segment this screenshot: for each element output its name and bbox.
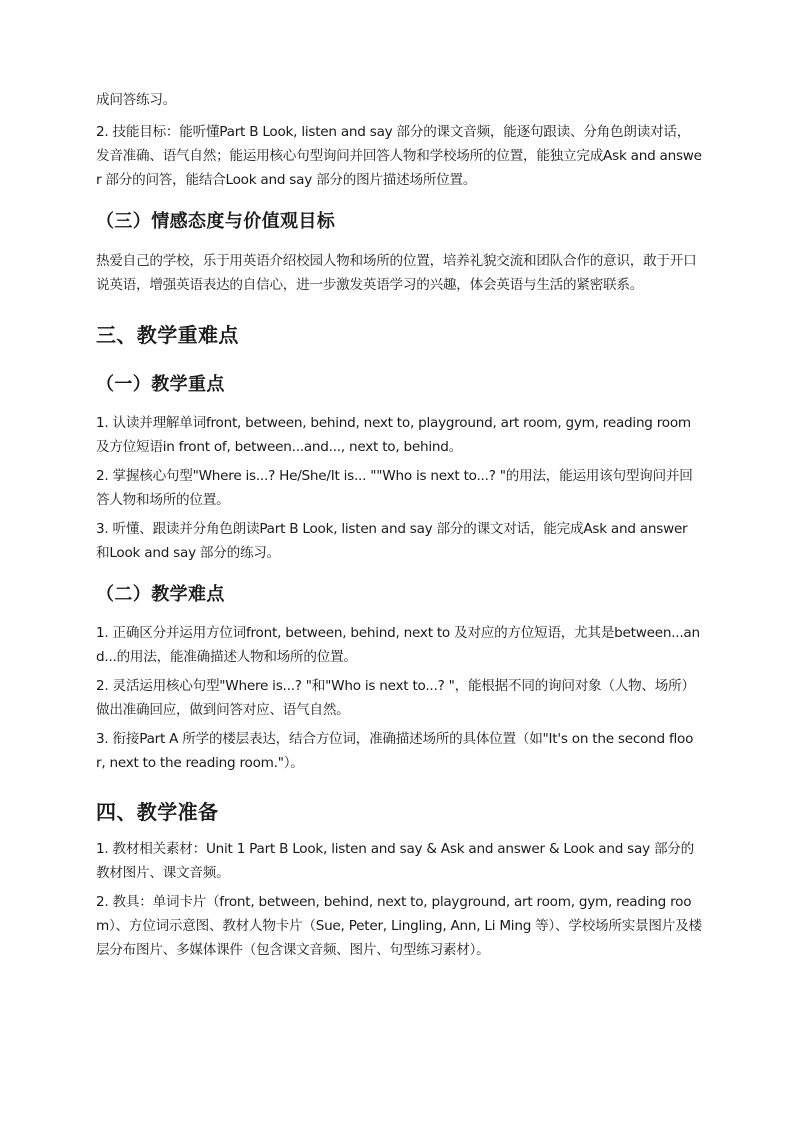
- teaching-focus-heading: （一）教学重点: [96, 374, 225, 395]
- difficulty-item-2: 2. 灵活运用核心句型"Where is...? "和"Who is next to...? "，能根据不同的询问对象（人物、场所）做出准确回应，做到问答对应、语气自然。: [96, 678, 695, 718]
- key-difficult-points-heading: 三、教学重难点: [96, 323, 239, 347]
- document-body: [96, 88, 702, 962]
- skill-goal-paragraph: 2. 技能目标：能听懂Part B Look, listen and say 部分的课文音频，能逐句跟读、分角色朗读对话，发音准确、语气自然；能运用核心句型询问并回答人物和学校场所的位置，能独立完成Ask and answer 部分的问答，能结合Look and say 部分的图片描述场所位置。: [96, 124, 702, 188]
- difficulty-item-1: 1. 正确区分并运用方位词front, between, behind, next to 及对应的方位短语，尤其是between...and...的用法，能准确描述人物和场所的位置。: [96, 625, 700, 665]
- teaching-preparation-heading: 四、教学准备: [96, 800, 219, 824]
- teaching-difficulty-heading: （二）教学难点: [96, 584, 225, 605]
- focus-item-1: 1. 认读并理解单词front, between, behind, next to, playground, art room, gym, reading room及方位短语in front of, between...and..., next to, behind。: [96, 415, 691, 455]
- emotion-goal-paragraph: 热爱自己的学校，乐于用英语介绍校园人物和场所的位置，培养礼貌交流和团队合作的意识，敢于开口说英语，增强英语表达的自信心，进一步激发英语学习的兴趣，体会英语与生活的紧密联系。: [96, 253, 697, 293]
- focus-item-3: 3. 听懂、跟读并分角色朗读Part B Look, listen and say 部分的课文对话，能完成Ask and answer 和Look and say 部分的练习。: [96, 521, 688, 561]
- focus-item-2: 2. 掌握核心句型"Where is...? He/She/It is... ""Who is next to...? "的用法，能运用该句型询问并回答人物和场所的位置。: [96, 468, 693, 508]
- difficulty-item-3: 3. 衔接Part A 所学的楼层表达，结合方位词，准确描述场所的具体位置（如"It's on the second floor, next to the reading room."）。: [96, 731, 694, 771]
- preparation-item-1: 1. 教材相关素材：Unit 1 Part B Look, listen and say & Ask and answer & Look and say 部分的教材图片、课文音频。: [96, 841, 694, 881]
- intro-paragraph: 成问答练习。: [96, 92, 177, 108]
- emotion-goal-heading: （三）情感态度与价值观目标: [96, 211, 336, 232]
- preparation-item-2: 2. 教具：单词卡片（front, between, behind, next to, playground, art room, gym, reading room）、方位词示意图、教材人物卡片（Sue, Peter, Lingling, Ann, Li Ming 等）、学校场所实景图片及楼层分布图片、多媒体课件（包含课文音频、图片、句型练习素材）。: [96, 894, 702, 958]
